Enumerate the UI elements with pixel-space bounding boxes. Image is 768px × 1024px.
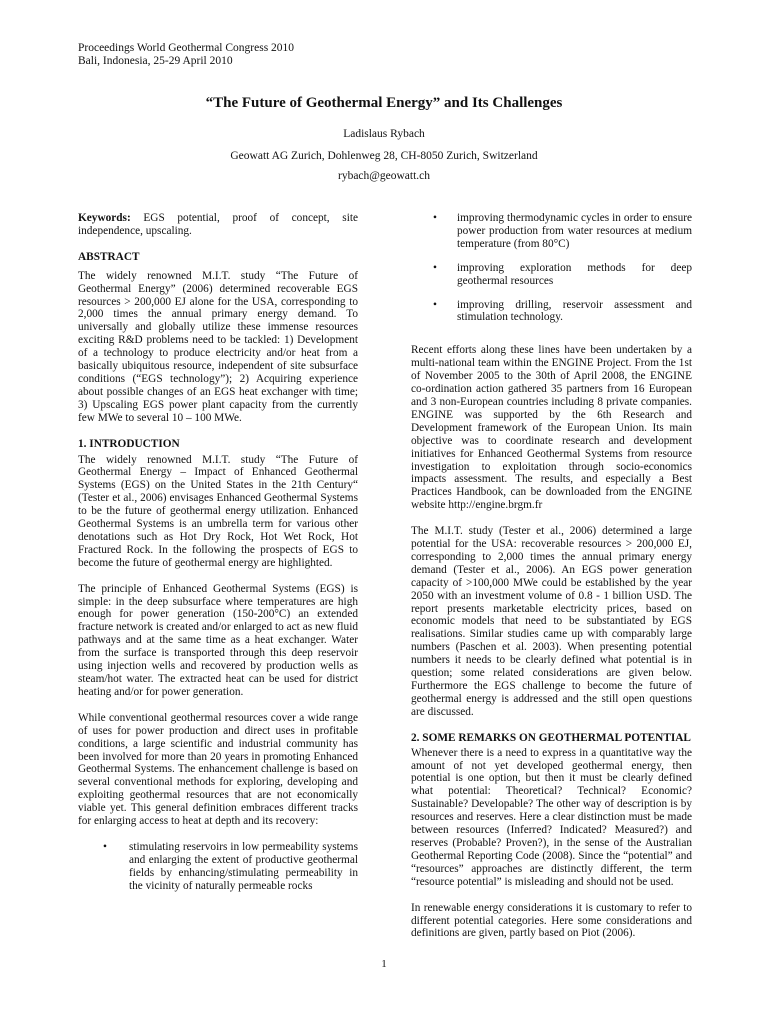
paper-title: “The Future of Geothermal Energy” and Its Challenges bbox=[205, 95, 563, 111]
bullet-icon: • bbox=[433, 298, 437, 311]
list-item-text: improving exploration methods for deep geothermal resources bbox=[457, 261, 692, 287]
bullet-icon: • bbox=[433, 212, 437, 224]
recovery-tracks-list-left bbox=[78, 841, 358, 893]
keywords-text: EGS potential, proof of concept, site independence, upscaling. bbox=[78, 212, 358, 237]
page-number: 1 bbox=[381, 958, 387, 970]
keywords bbox=[78, 212, 358, 238]
author-email: rybach@geowatt.ch bbox=[337, 170, 430, 182]
header-line-2: Bali, Indonesia, 25-29 April 2010 bbox=[78, 55, 233, 67]
list-item bbox=[411, 262, 692, 288]
bullet-icon: • bbox=[103, 840, 107, 853]
section-2-paragraph-1: Whenever there is a need to express in a quantitative way the amount of not yet developed geothermal energy, then potential is one option, but then it must be clearly defined what potential: Theoretical? Technical? Economic? Sustainable? Developable? The other way of description is by resources and reserves. Here a clear distinction must be made between resources (Inferred? Indicated? Measured?) and reserves (Probable? Proven?), in the sense of the Australian Geothermal Reporting Code (2008). Since the “potential” and “resources” approaches are distinctly different, the term “resource potential” is misleading and should not be used. bbox=[411, 746, 692, 888]
proceedings-header bbox=[78, 42, 294, 68]
intro-paragraph-4: Recent efforts along these lines have been undertaken by a multi-national team within the ENGINE Project. From the 1st of November 2005 to the 30th of April 2008, the ENGINE co-ordination action gathered 35 partners from 16 European and 3 non-European countries including 8 private companies. ENGINE was supported by the 6th Research and Development framework of the European Union. Its main objective was to coordinate research and development initiatives for Enhanced Geothermal Systems from resource investigation to exploitation through socio-economics impacts assessment. The results, and especially a Best Practices Handbook, can be downloaded from the ENGINE website http://engine.brgm.fr bbox=[411, 344, 692, 512]
header-line-1: Proceedings World Geothermal Congress 2010 bbox=[78, 42, 295, 54]
list-item-text: stimulating reservoirs in low permeability systems and enlarging the extent of productive geothermal fields by enhancing/stimulating permeability in the vicinity of naturally permeable rocks bbox=[129, 840, 358, 892]
bullet-icon: • bbox=[433, 261, 437, 274]
author-name: Ladislaus Rybach bbox=[343, 128, 425, 140]
abstract-text: The widely renowned M.I.T. study “The Future of Geothermal Energy” (2006) determined recoverable EGS resources > 200,000 EJ alone for the USA, corresponding to 2,000 times the annual primary energy demand. To universally and globally utilize these immense resources exciting R&D problems need to be tackled: 1) Development of a technology to produce electricity and/or heat from a basically ubiquitous resource, independent of site subsurface conditions (“EGS technology”); 2) Acquiring experience about possible changes of an EGS heat exchanger with time; 3) Upscaling EGS power plant capacity from the currently few MWe to several 10 – 100 MWe. bbox=[78, 269, 358, 424]
author-affiliation: Geowatt AG Zurich, Dohlenweg 28, CH-8050 Zurich, Switzerland bbox=[230, 150, 538, 162]
recovery-tracks-list-right bbox=[411, 212, 692, 324]
list-item bbox=[411, 299, 692, 325]
list-item bbox=[411, 212, 692, 251]
list-item-text: improving thermodynamic cycles in order to ensure power production from water resources at medium temperature (from 80°C) bbox=[457, 212, 692, 250]
list-item bbox=[78, 841, 358, 893]
section-2-paragraph-2: In renewable energy considerations it is customary to refer to different potential categories. Here some considerations and definitions are given, partly based on Piot (2006). bbox=[411, 901, 692, 940]
intro-paragraph-3: While conventional geothermal resources cover a wide range of uses for power production and direct uses in profitable conditions, a large scientific and industrial community has been involved for more than 20 years in promoting Enhanced Geothermal Systems. The enhancement challenge is based on several conventional methods for exploring, developing and exploiting geothermal resources that are not economically viable yet. This general definition embraces different tracks for enlarging access to heat at depth and its recovery: bbox=[78, 711, 358, 828]
right-column bbox=[411, 212, 692, 953]
list-item-text: improving drilling, reservoir assessment and stimulation technology. bbox=[457, 298, 692, 324]
keywords-label: Keywords: bbox=[78, 212, 131, 224]
intro-heading: 1. INTRODUCTION bbox=[78, 437, 180, 450]
intro-paragraph-1: The widely renowned M.I.T. study “The Future of Geothermal Energy – Impact of Enhanced Geothermal Systems (EGS) on the United States in the 21th Century“ (Tester et al., 2006) envisages Enhanced Geothermal Systems to be the future of geothermal energy utilization. Enhanced Geothermal Systems is an umbrella term for various other denotations such as Hot Dry Rock, Hot Wet Rock, Hot Fractured Rock. In the following the prospects of EGS to become the future of geothermal energy are highlighted. bbox=[78, 453, 358, 569]
intro-paragraph-2: The principle of Enhanced Geothermal Systems (EGS) is simple: in the deep subsurface where temperatures are high enough for power generation (150-200°C) an extended fracture network is created and/or enlarged to act as new fluid pathways and at the same time as a heat exchanger. Water from the surface is transported through this deep reservoir using injection wells and recovered by production wells as steam/hot water. The extracted heat can be used for district heating and/or for power generation. bbox=[78, 582, 358, 698]
section-2-heading: 2. SOME REMARKS ON GEOTHERMAL POTENTIAL bbox=[411, 731, 691, 744]
intro-paragraph-5: The M.I.T. study (Tester et al., 2006) determined a large potential for the USA: recoverable resources > 200,000 EJ, corresponding to 2,000 times the annual primary energy demand (Tester et al., 2006). An EGS power generation capacity of >100,000 MWe could be established by the year 2050 with an investment volume of 0.8 - 1 billion USD. The report presents marketable electricity prices, based on economic models that need to be substantiated by EGS realisations. Similar studies came up with comparably large numbers (Paschen et al. 2003). When presenting potential numbers it needs to be clearly defined what potential is in question; some related considerations are given below. Furthermore the EGS challenge to become the future of geothermal energy is addressed and the still open questions are discussed. bbox=[411, 525, 692, 718]
left-column bbox=[78, 212, 358, 906]
abstract-heading: ABSTRACT bbox=[78, 250, 140, 263]
